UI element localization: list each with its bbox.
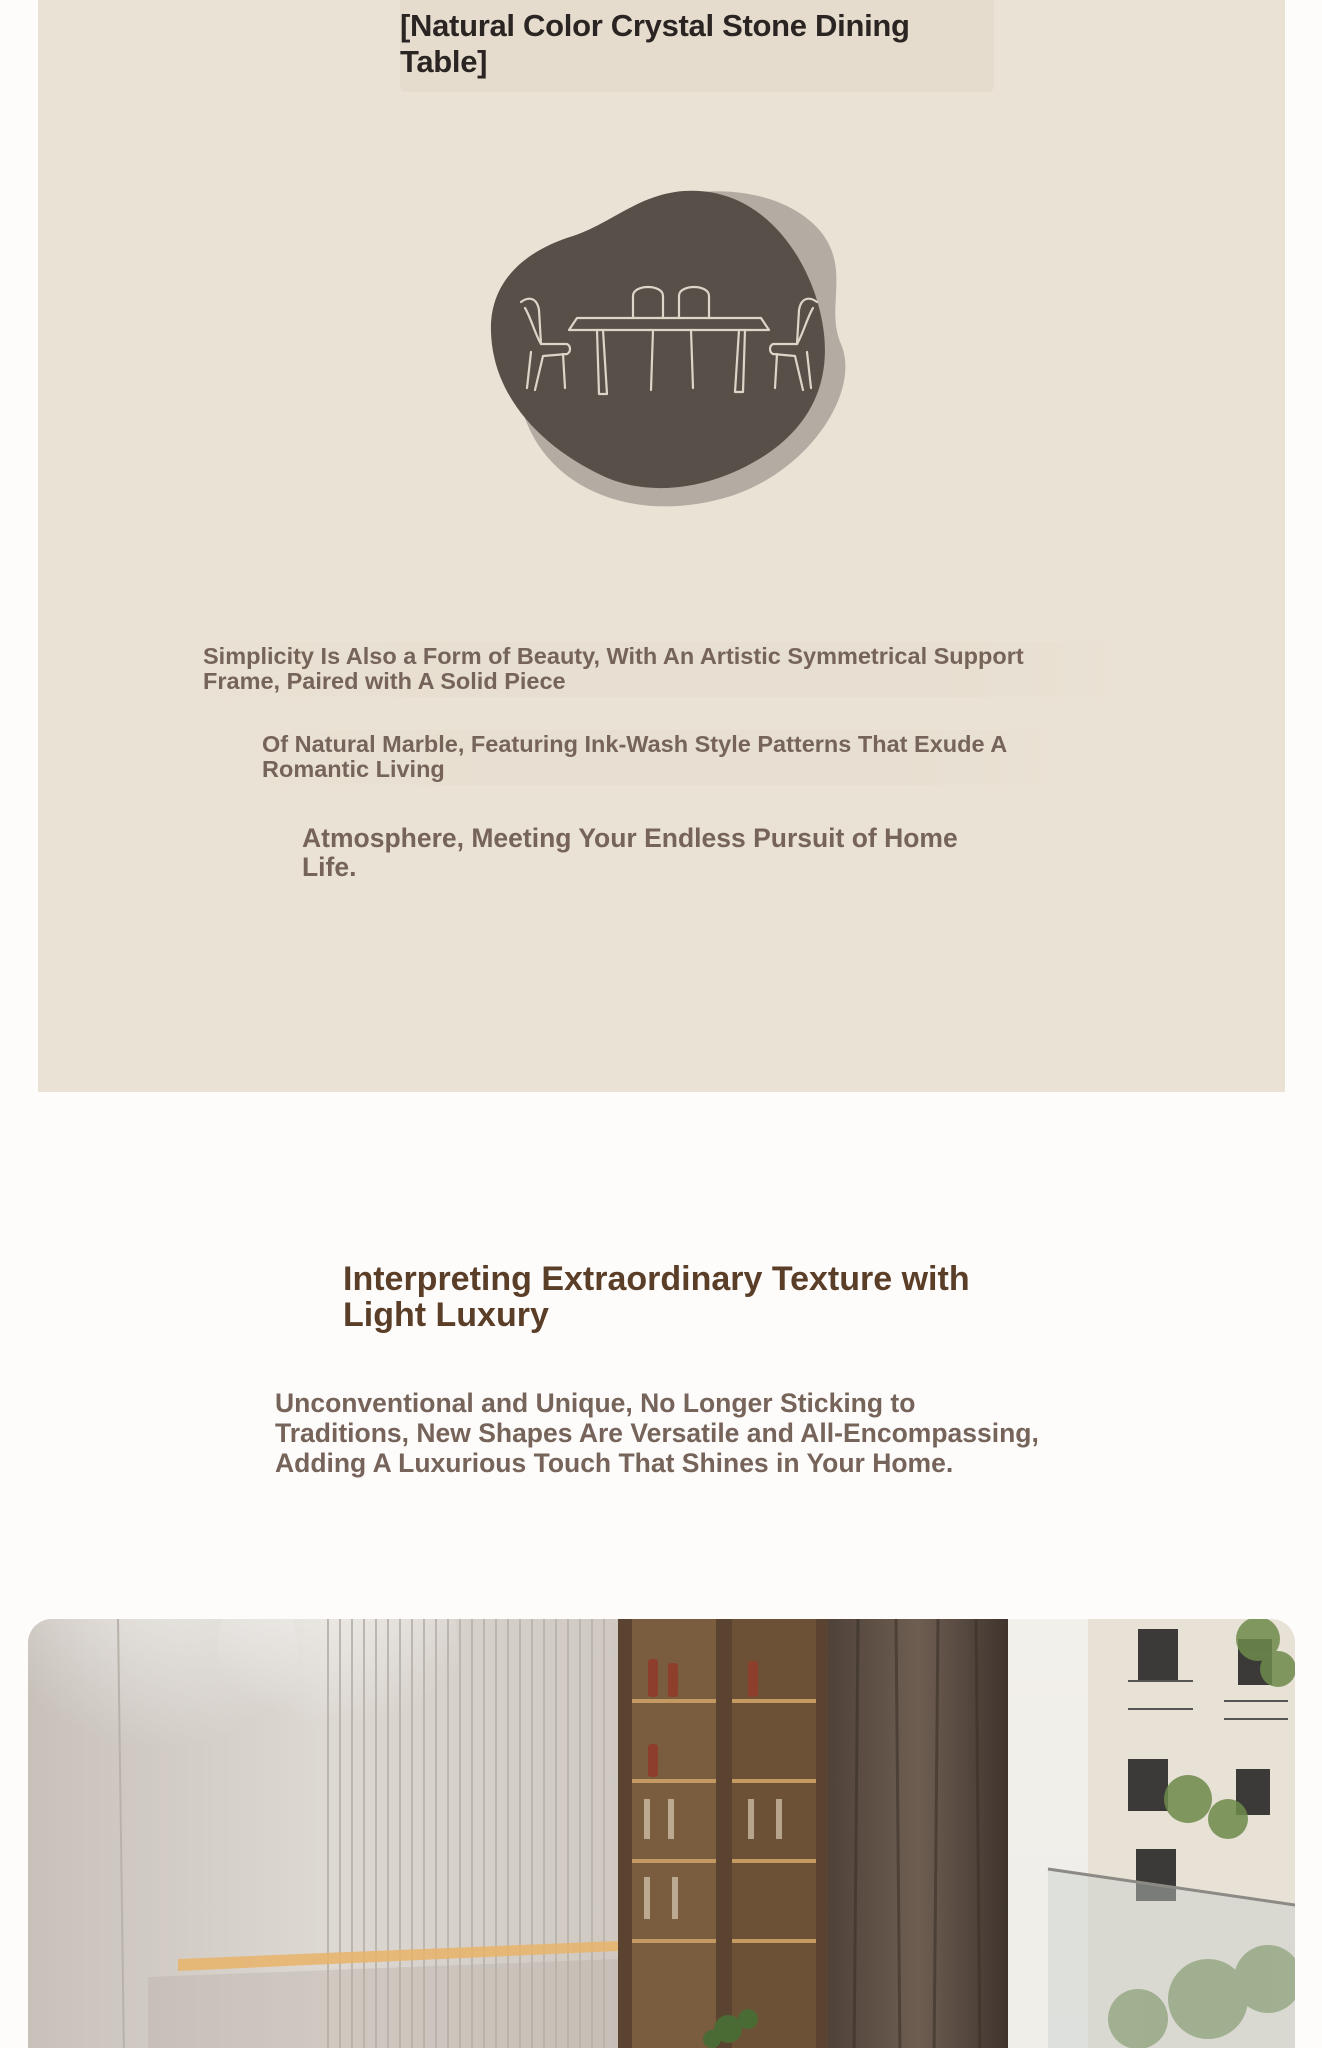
feature-description: Unconventional and Unique, No Longer Sticking to Traditions, New Shapes Are Versatile and All-Encompassing, Adding A Luxurious Touch That Shines in Your Home. [275,1388,1039,1478]
product-title: [Natural Color Crystal Stone Dining Table] [400,8,910,79]
intro-paragraph-3: Atmosphere, Meeting Your Endless Pursuit of Home Life. [302,823,958,882]
intro-title-banner [400,0,994,92]
intro-panel [38,0,1285,1092]
intro-paragraph-1: Simplicity Is Also a Form of Beauty, With An Artistic Symmetrical Support Frame, Paired with A Solid Piece [166,642,1141,697]
intro-paragraph-2: Of Natural Marble, Featuring Ink-Wash Style Patterns That Exude A Romantic Living [224,730,1074,785]
interior-photo [28,1619,1295,2048]
dining-set-icon [485,184,897,514]
feature-heading: Interpreting Extraordinary Texture with Light Luxury [343,1260,970,1335]
